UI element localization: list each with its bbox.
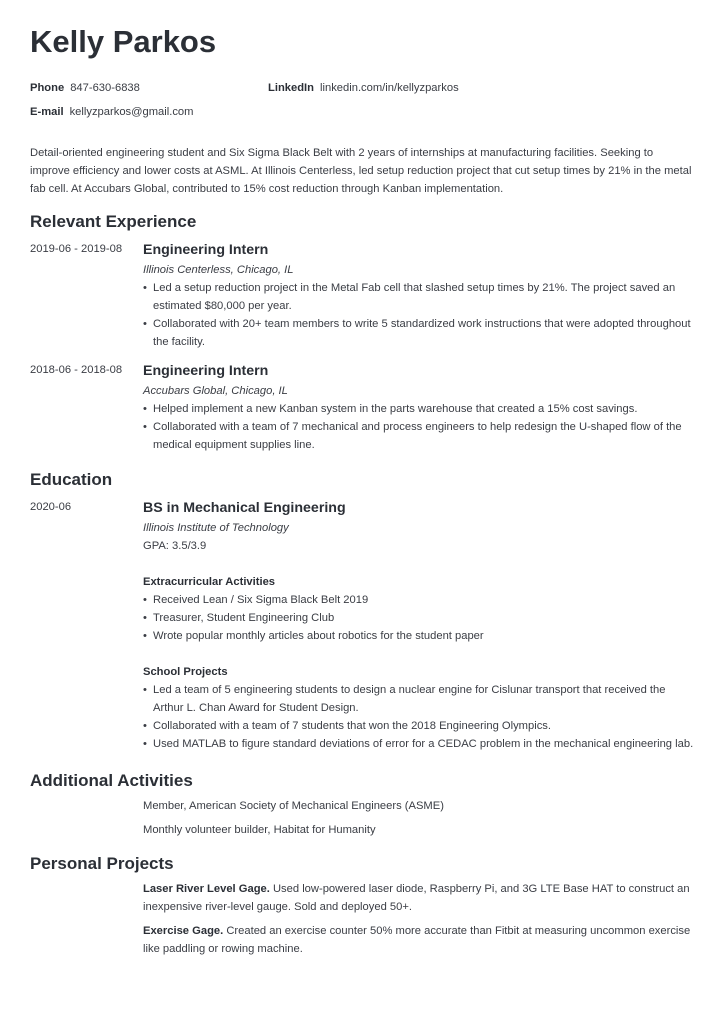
list-item: • Led a setup reduction project in the Metal Fab cell that slashed setup times by 21%. The project saved an estimated $80,000 per year. — [143, 279, 694, 315]
linkedin-label: LinkedIn — [268, 82, 314, 94]
activity-item: Member, American Society of Mechanical Engineers (ASME) — [143, 800, 444, 812]
contact-email — [30, 106, 193, 118]
job-org: Illinois Centerless, Chicago, IL — [143, 264, 294, 276]
degree-title: BS in Mechanical Engineering — [143, 500, 346, 516]
personal-project-item — [143, 922, 694, 958]
project-description: Created an exercise counter 50% more accurate than Fitbit at measuring uncommon exercise like paddling or rowing machine. — [143, 925, 691, 955]
job-title: Engineering Intern — [143, 363, 269, 379]
summary-paragraph: Detail-oriented engineering student and Six Sigma Black Belt with 2 years of internships at manufacturing facilities. Seeking to improve efficiency and lower costs at ASML. At Illinois Centerless, led setup reduction project that cut setup times by 21% in the metal fab cell. At Accubars Global, contributed to 15% cost reduction through Kanban implementation. — [30, 147, 692, 195]
project-name: Exercise Gage. — [143, 925, 224, 937]
project-name: Laser River Level Gage. — [143, 883, 270, 895]
gpa: GPA: 3.5/3.9 — [143, 540, 207, 552]
experience-heading: Relevant Experience — [30, 212, 197, 231]
project-description: Used low-powered laser diode, Raspberry Pi, and 3G LTE Base HAT to construct an inexpensive river-level gauge. Sold and deployed 50+. — [143, 883, 690, 913]
activity-item: Monthly volunteer builder, Habitat for Humanity — [143, 824, 376, 836]
linkedin-link[interactable]: linkedin.com/in/kellyzparkos — [320, 82, 459, 94]
job-title: Engineering Intern — [143, 242, 269, 258]
list-item: • Used MATLAB to figure standard deviations of error for a CEDAC problem in the mechanical engineering lab. — [143, 735, 694, 753]
job-dates: 2019-06 - 2019-08 — [30, 243, 123, 255]
job-dates: 2018-06 - 2018-08 — [30, 364, 123, 376]
job-bullets — [143, 279, 694, 351]
contact-phone — [30, 82, 140, 94]
candidate-name: Kelly Parkos — [30, 24, 217, 59]
list-item: • Helped implement a new Kanban system in the parts warehouse that created a 15% cost savings. — [143, 400, 694, 418]
school-projects-list — [143, 681, 694, 753]
phone-label: Phone — [30, 82, 65, 94]
extracurricular-heading: Extracurricular Activities — [143, 576, 276, 588]
list-item: • Wrote popular monthly articles about robotics for the student paper — [143, 627, 694, 645]
list-item: • Led a team of 5 engineering students to design a nuclear engine for Cislunar transport that received the Arthur L. Chan Award for Student Design. — [143, 681, 694, 717]
job-bullets — [143, 400, 694, 454]
phone-value: 847-630-6838 — [70, 82, 140, 94]
activities-heading: Additional Activities — [30, 771, 193, 790]
list-item: • Collaborated with a team of 7 mechanical and process engineers to help redesign the U-shaped flow of the medical equipment supplies line. — [143, 418, 694, 454]
list-item: • Collaborated with 20+ team members to write 5 standardized work instructions that were adopted throughout the facility. — [143, 315, 694, 351]
school-name: Illinois Institute of Technology — [143, 522, 289, 534]
list-item: • Received Lean / Six Sigma Black Belt 2019 — [143, 591, 694, 609]
education-date: 2020-06 — [30, 501, 72, 513]
school-projects-heading: School Projects — [143, 666, 228, 678]
email-link[interactable]: kellyzparkos@gmail.com — [69, 106, 194, 118]
personal-projects-heading: Personal Projects — [30, 854, 174, 873]
email-label: E-mail — [30, 106, 64, 118]
personal-project-item — [143, 880, 694, 916]
list-item: • Treasurer, Student Engineering Club — [143, 609, 694, 627]
list-item: • Collaborated with a team of 7 students that won the 2018 Engineering Olympics. — [143, 717, 694, 735]
contact-linkedin — [268, 82, 459, 94]
job-org: Accubars Global, Chicago, IL — [143, 385, 288, 397]
extracurricular-list — [143, 591, 694, 645]
education-heading: Education — [30, 470, 113, 489]
